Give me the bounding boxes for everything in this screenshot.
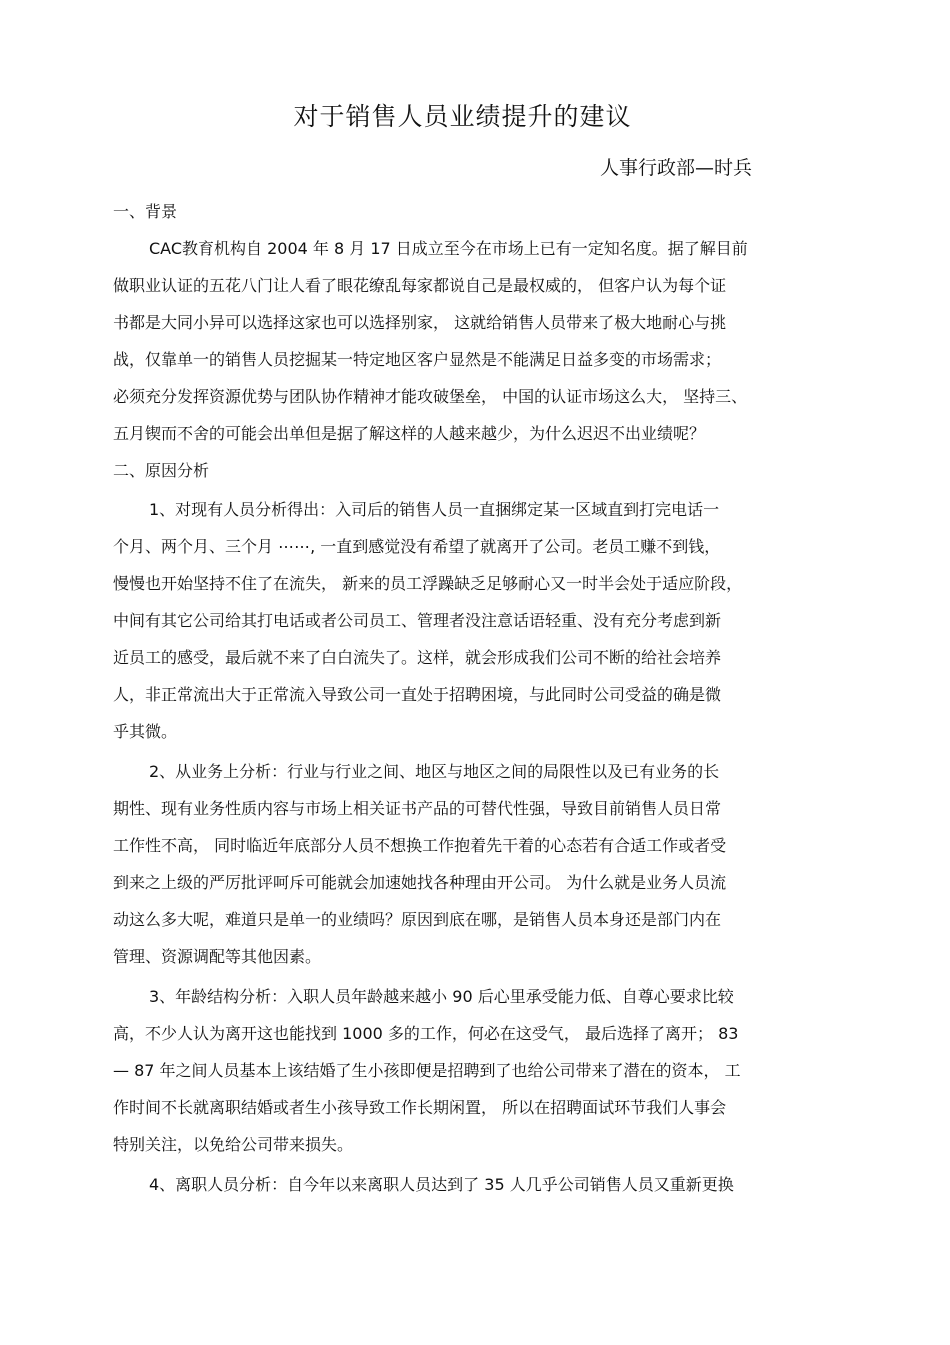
section-heading-analysis: 二、原因分析: [113, 461, 210, 480]
author-line: 人事行政部—时兵: [600, 157, 753, 179]
paragraph-line: 高，不少人认为离开这也能找到 1000 多的工作，何必在这受气， 最后选择了离开； 83: [113, 1024, 739, 1043]
paragraph-line: 乎其微。: [113, 722, 178, 741]
paragraph-line: 3、年龄结构分析：入职人员年龄越来越小 90 后心里承受能力低、自尊心要求比较: [149, 987, 734, 1006]
paragraph-line: 战，仅靠单一的销售人员挖掘某一特定地区客户显然是不能满足日益多变的市场需求；: [113, 350, 722, 369]
paragraph-line: 工作性不高， 同时临近年底部分人员不想换工作抱着先干着的心态若有合适工作或者受: [113, 836, 727, 855]
paragraph-line: 1、对现有人员分析得出：入司后的销售人员一直捆绑定某一区域直到打完电话一: [149, 500, 720, 519]
document-title: 对于销售人员业绩提升的建议: [293, 102, 632, 131]
paragraph-line: 五月锲而不舍的可能会出单但是据了解这样的人越来越少，为什么迟迟不出业绩呢？: [113, 424, 706, 443]
paragraph-line: 必须充分发挥资源优势与团队协作精神才能攻破堡垒， 中国的认证市场这么大， 坚持三、: [113, 387, 748, 406]
paragraph-line: 管理、资源调配等其他因素。: [113, 947, 322, 966]
paragraph-line: 中间有其它公司给其打电话或者公司员工、管理者没注意话语轻重、没有充分考虑到新: [113, 611, 722, 630]
section-heading-background: 一、背景: [113, 202, 178, 221]
paragraph-line: 到来之上级的严厉批评呵斥可能就会加速她找各种理由开公司。 为什么就是业务人员流: [113, 873, 727, 892]
paragraph-line: 近员工的感受，最后就不来了白白流失了。这样，就会形成我们公司不断的给社会培养: [113, 648, 722, 667]
paragraph-line: 人，非正常流出大于正常流入导致公司一直处于招聘困境，与此同时公司受益的确是微: [113, 685, 722, 704]
paragraph-line: 个月、两个月、三个月 ⋯⋯, 一直到感觉没有希望了就离开了公司。老员工赚不到钱，: [113, 537, 721, 556]
paragraph-line: 4、离职人员分析：自今年以来离职人员达到了 35 人几乎公司销售人员又重新更换: [149, 1175, 734, 1194]
paragraph-line: 特别关注，以免给公司带来损失。: [113, 1135, 354, 1154]
paragraph-line: 慢慢也开始坚持不住了在流失， 新来的员工浮躁缺乏足够耐心又一时半会处于适应阶段，: [113, 574, 743, 593]
paragraph-line: 期性、现有业务性质内容与市场上相关证书产品的可替代性强，导致目前销售人员日常: [113, 799, 722, 818]
paragraph-line: 书都是大同小异可以选择这家也可以选择别家， 这就给销售人员带来了极大地耐心与挑: [113, 313, 727, 332]
paragraph-line: CAC教育机构自 2004 年 8 月 17 日成立至今在市场上已有一定知名度。据了解目前: [149, 239, 748, 258]
paragraph-line: — 87 年之间人员基本上该结婚了生小孩即便是招聘到了也给公司带来了潜在的资本， 工: [113, 1061, 741, 1080]
paragraph-line: 动这么多大呢，难道只是单一的业绩吗？原因到底在哪，是销售人员本身还是部门内在: [113, 910, 722, 929]
paragraph-line: 作时间不长就离职结婚或者生小孩导致工作长期闲置， 所以在招聘面试环节我们人事会: [113, 1098, 727, 1117]
paragraph-line: 2、从业务上分析：行业与行业之间、地区与地区之间的局限性以及已有业务的长: [149, 762, 720, 781]
paragraph-line: 做职业认证的五花八门让人看了眼花缭乱每家都说自己是最权威的， 但客户认为每个证: [113, 276, 727, 295]
